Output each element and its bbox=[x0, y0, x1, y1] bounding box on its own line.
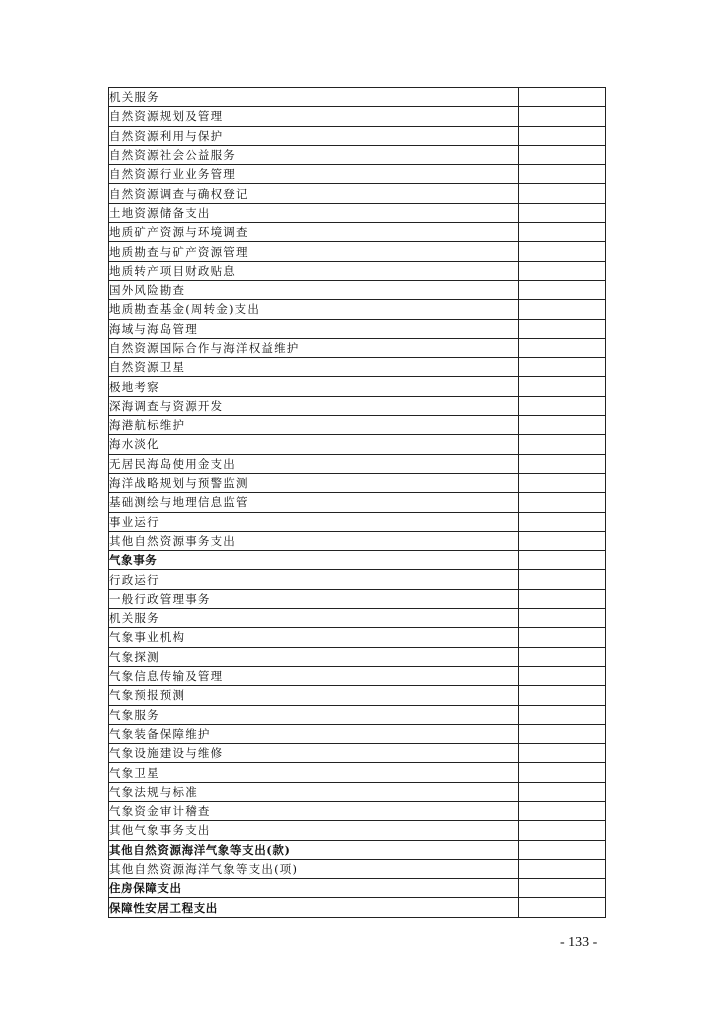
table-row bbox=[109, 647, 606, 666]
table-row bbox=[109, 666, 606, 685]
row-label: 无居民海岛使用金支出 bbox=[109, 454, 519, 473]
table-row bbox=[109, 628, 606, 647]
row-amount-cell bbox=[519, 145, 606, 164]
table-row bbox=[109, 107, 606, 126]
table-row bbox=[109, 898, 606, 917]
row-label: 自然资源社会公益服务 bbox=[109, 145, 519, 164]
row-label: 气象探测 bbox=[109, 647, 519, 666]
row-amount-cell bbox=[519, 261, 606, 280]
row-label: 海水淡化 bbox=[109, 435, 519, 454]
row-label: 地质勘查基金(周转金)支出 bbox=[109, 300, 519, 319]
table-row bbox=[109, 879, 606, 898]
row-label: 海域与海岛管理 bbox=[109, 319, 519, 338]
table-row bbox=[109, 551, 606, 570]
row-label: 基础测绘与地理信息监管 bbox=[109, 493, 519, 512]
row-label: 气象装备保障维护 bbox=[109, 724, 519, 743]
row-label: 气象信息传输及管理 bbox=[109, 666, 519, 685]
table-row bbox=[109, 377, 606, 396]
row-amount-cell bbox=[519, 570, 606, 589]
row-label: 地质矿产资源与环境调查 bbox=[109, 223, 519, 242]
row-label: 地质转产项目财政贴息 bbox=[109, 261, 519, 280]
row-amount-cell bbox=[519, 242, 606, 261]
row-label: 行政运行 bbox=[109, 570, 519, 589]
table-row bbox=[109, 744, 606, 763]
table-row bbox=[109, 416, 606, 435]
table-row bbox=[109, 242, 606, 261]
row-label: 海港航标维护 bbox=[109, 416, 519, 435]
table-row bbox=[109, 338, 606, 357]
row-amount-cell bbox=[519, 416, 606, 435]
row-amount-cell bbox=[519, 435, 606, 454]
row-label: 其他自然资源海洋气象等支出(款) bbox=[109, 840, 519, 859]
row-amount-cell bbox=[519, 338, 606, 357]
row-amount-cell bbox=[519, 184, 606, 203]
row-amount-cell bbox=[519, 358, 606, 377]
table-row bbox=[109, 589, 606, 608]
row-label: 其他气象事务支出 bbox=[109, 821, 519, 840]
row-amount-cell bbox=[519, 744, 606, 763]
row-amount-cell bbox=[519, 782, 606, 801]
row-amount-cell bbox=[519, 88, 606, 107]
row-label: 机关服务 bbox=[109, 88, 519, 107]
row-label: 自然资源利用与保护 bbox=[109, 126, 519, 145]
row-amount-cell bbox=[519, 879, 606, 898]
table-row bbox=[109, 724, 606, 743]
row-amount-cell bbox=[519, 724, 606, 743]
row-label: 国外风险勘查 bbox=[109, 280, 519, 299]
page-number: - 133 - bbox=[560, 935, 598, 950]
row-label: 住房保障支出 bbox=[109, 879, 519, 898]
table-row bbox=[109, 840, 606, 859]
table-row bbox=[109, 280, 606, 299]
row-label: 气象法规与标准 bbox=[109, 782, 519, 801]
row-amount-cell bbox=[519, 493, 606, 512]
row-label: 气象资金审计稽查 bbox=[109, 801, 519, 820]
row-amount-cell bbox=[519, 705, 606, 724]
table-row bbox=[109, 859, 606, 878]
table-row bbox=[109, 88, 606, 107]
table-row bbox=[109, 801, 606, 820]
row-amount-cell bbox=[519, 763, 606, 782]
table-row bbox=[109, 126, 606, 145]
row-amount-cell bbox=[519, 126, 606, 145]
row-label: 其他自然资源事务支出 bbox=[109, 531, 519, 550]
row-label: 机关服务 bbox=[109, 609, 519, 628]
row-amount-cell bbox=[519, 589, 606, 608]
row-label: 气象设施建设与维修 bbox=[109, 744, 519, 763]
row-label: 事业运行 bbox=[109, 512, 519, 531]
row-amount-cell bbox=[519, 300, 606, 319]
row-amount-cell bbox=[519, 551, 606, 570]
row-label: 地质勘查与矿产资源管理 bbox=[109, 242, 519, 261]
row-amount-cell bbox=[519, 223, 606, 242]
row-amount-cell bbox=[519, 319, 606, 338]
row-amount-cell bbox=[519, 377, 606, 396]
row-label: 气象事务 bbox=[109, 551, 519, 570]
table-row bbox=[109, 512, 606, 531]
row-amount-cell bbox=[519, 454, 606, 473]
table-row bbox=[109, 609, 606, 628]
row-amount-cell bbox=[519, 647, 606, 666]
row-label: 气象服务 bbox=[109, 705, 519, 724]
row-label: 保障性安居工程支出 bbox=[109, 898, 519, 917]
row-amount-cell bbox=[519, 686, 606, 705]
row-label: 气象卫星 bbox=[109, 763, 519, 782]
row-label: 一般行政管理事务 bbox=[109, 589, 519, 608]
table-row bbox=[109, 203, 606, 222]
row-amount-cell bbox=[519, 396, 606, 415]
row-amount-cell bbox=[519, 473, 606, 492]
row-label: 深海调查与资源开发 bbox=[109, 396, 519, 415]
row-amount-cell bbox=[519, 628, 606, 647]
table-row bbox=[109, 570, 606, 589]
row-amount-cell bbox=[519, 666, 606, 685]
table-row bbox=[109, 319, 606, 338]
row-amount-cell bbox=[519, 821, 606, 840]
table-row bbox=[109, 223, 606, 242]
row-amount-cell bbox=[519, 840, 606, 859]
table-row bbox=[109, 473, 606, 492]
row-label: 极地考察 bbox=[109, 377, 519, 396]
table-row bbox=[109, 184, 606, 203]
table-row bbox=[109, 821, 606, 840]
row-label: 自然资源调查与确权登记 bbox=[109, 184, 519, 203]
row-label: 其他自然资源海洋气象等支出(项) bbox=[109, 859, 519, 878]
row-label: 土地资源储备支出 bbox=[109, 203, 519, 222]
budget-table-body bbox=[109, 88, 606, 918]
row-amount-cell bbox=[519, 531, 606, 550]
table-row bbox=[109, 763, 606, 782]
table-row bbox=[109, 454, 606, 473]
table-row bbox=[109, 493, 606, 512]
table-row bbox=[109, 300, 606, 319]
row-amount-cell bbox=[519, 165, 606, 184]
row-amount-cell bbox=[519, 801, 606, 820]
table-row bbox=[109, 165, 606, 184]
row-label: 自然资源规划及管理 bbox=[109, 107, 519, 126]
row-amount-cell bbox=[519, 280, 606, 299]
table-row bbox=[109, 531, 606, 550]
row-label: 气象预报预测 bbox=[109, 686, 519, 705]
table-row bbox=[109, 145, 606, 164]
budget-table bbox=[108, 87, 606, 918]
row-amount-cell bbox=[519, 898, 606, 917]
row-amount-cell bbox=[519, 859, 606, 878]
row-amount-cell bbox=[519, 107, 606, 126]
row-amount-cell bbox=[519, 512, 606, 531]
row-label: 气象事业机构 bbox=[109, 628, 519, 647]
row-label: 自然资源卫星 bbox=[109, 358, 519, 377]
table-row bbox=[109, 705, 606, 724]
table-row bbox=[109, 261, 606, 280]
row-label: 自然资源行业业务管理 bbox=[109, 165, 519, 184]
row-amount-cell bbox=[519, 609, 606, 628]
row-amount-cell bbox=[519, 203, 606, 222]
table-row bbox=[109, 686, 606, 705]
row-label: 海洋战略规划与预警监测 bbox=[109, 473, 519, 492]
table-row bbox=[109, 782, 606, 801]
table-row bbox=[109, 396, 606, 415]
table-row bbox=[109, 435, 606, 454]
row-label: 自然资源国际合作与海洋权益维护 bbox=[109, 338, 519, 357]
table-row bbox=[109, 358, 606, 377]
